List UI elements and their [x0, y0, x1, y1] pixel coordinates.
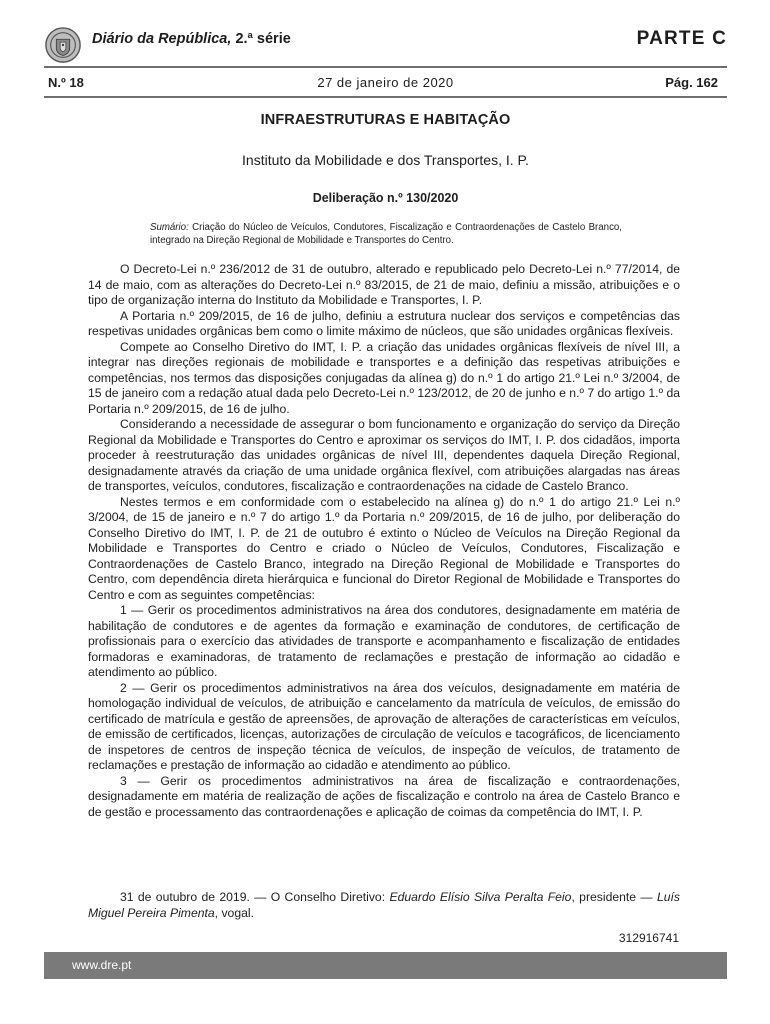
publication-name: Diário da República, — [92, 31, 232, 47]
part-label: PARTE C — [636, 28, 727, 49]
issue-divider — [44, 96, 727, 98]
issue-info — [44, 75, 727, 93]
issue-number: N.º 18 — [48, 75, 84, 90]
ministry-heading: INFRAESTRUTURAS E HABITAÇÃO — [260, 112, 511, 128]
body-paragraph: Nestes termos e em conformidade com o estabelecido na alínea g) do n.º 1 do artigo 21.º Lei n.º 3/2004, de 15 de janeiro e n.º 7 do artigo 1.º da Portaria n.º 209/2015, de 16 de julho, por deliberação do Conselho Diretivo do IMT, I. P. de 21 de outubro é extinto o Núcleo de Veículos na Direção Regional da Mobilidade e Transportes do Centro e criado o Núcleo de Veículos, Condutores, Fiscalização e Contraordenações de Castelo Branco, integrado na Direção Regional de Mobilidade e Transportes do Centro, com dependência direta hierárquica e funcional do Diretor Regional de Mobilidade e Transportes do Centro e com as seguintes competências: — [88, 494, 680, 602]
summary-label: Sumário: — [150, 222, 189, 233]
summary — [150, 221, 622, 247]
deliberation-title: Deliberação n.º 130/2020 — [312, 191, 459, 205]
body-paragraph: A Portaria n.º 209/2015, de 16 de julho, definiu a estrutura nuclear dos serviços e competências das respetivas unidades orgânicas bem como o limite máximo de núcleos, que são unidades orgânicas flexíveis. — [88, 308, 680, 338]
signature-line — [88, 890, 680, 921]
document-body — [88, 262, 680, 820]
signer-president-role: , presidente — — [571, 890, 653, 904]
page-footer — [44, 952, 727, 979]
signature-block — [88, 890, 680, 921]
publication-series: 2.ª série — [235, 31, 291, 47]
page-number: Pág. 162 — [665, 75, 718, 90]
header-divider — [44, 66, 727, 68]
competence-item: 3 — Gerir os procedimentos administrativos na área de fiscalização e contraordenações, designadamente em matéria de realização de ações de fiscalização e controlo na área de Castelo Branco e de gestão e processamento das contraordenações e aplicação de coimas da competência do IMT, I. P. — [88, 773, 680, 819]
body-paragraph: Compete ao Conselho Diretivo do IMT, I. P. a criação das unidades orgânicas flexíveis de nível III, a integrar nas direções regionais de mobilidade e transportes e a definição das respetivas atribuições e competências, nos termos das disposições conjugadas da alínea g) do n.º 1 do artigo 21.º Lei n.º 3/2004, de 15 de janeiro com a redação atual dada pelo Decreto-Lei n.º 123/2012, de 20 de junho e n.º 7 do artigo 1.º da Portaria n.º 209/2015, de 16 de julho. — [88, 339, 680, 416]
signature-date: 31 de outubro de 2019. — O Conselho Diretivo: — [120, 890, 386, 904]
page-header — [44, 24, 727, 64]
body-paragraph: O Decreto-Lei n.º 236/2012 de 31 de outubro, alterado e republicado pelo Decreto-Lei n.º 77/2014, de 14 de maio, com as alterações do Decreto-Lei n.º 83/2015, de 21 de maio, definiu a missão, atribuições e o tipo de organização interna do Instituto da Mobilidade e Transportes, I. P. — [88, 262, 680, 307]
summary-text: Criação do Núcleo de Veículos, Condutores, Fiscalização e Contraordenações de Castelo Branco, integrado na Direção Regional de Mobilidade e Transportes do Centro. — [150, 222, 622, 246]
document-code: 312916741 — [618, 931, 679, 945]
issue-date: 27 de janeiro de 2020 — [317, 75, 454, 90]
body-paragraph: Considerando a necessidade de assegurar o bom funcionamento e organização do serviço da Direção Regional da Mobilidade e Transportes do Centro e aproximar os serviços do IMT, I. P. dos cidadãos, importa proceder à reestruturação das unidades orgânicas de nível III, dependentes daquela Direção Regional, designadamente através da criação de uma unidade orgânica flexível, com atribuições alargadas nas áreas de transportes, veículos, condutores, fiscalização e contraordenações na cidade de Castelo Branco. — [88, 417, 680, 493]
signer-president: Eduardo Elísio Silva Peralta Feio — [389, 890, 572, 904]
signer-member-role: , vogal. — [214, 905, 254, 920]
institute-name: Instituto da Mobilidade e dos Transportes, I. P. — [242, 152, 529, 168]
coat-of-arms-icon — [44, 26, 82, 64]
competence-item: 1 — Gerir os procedimentos administrativos na área dos condutores, designadamente em matéria de habilitação de condutores e de agentes da formação e examinação de condutores, de certificação de profissionais para o exercício das atividades de transporte e acompanhamento e fiscalização de entidades formadoras e examinadoras, de tratamento de reclamações e prestação de informação ao cidadão e atendimento ao público. — [88, 603, 680, 679]
publication-title — [92, 31, 291, 47]
footer-url-link[interactable]: www.dre.pt — [72, 958, 132, 972]
competence-item: 2 — Gerir os procedimentos administrativos na área dos veículos, designadamente em matéria de homologação individual de veículos, de atribuição e cancelamento da matrícula de veículos, de emissão do certificado de matrícula e gestão de apreensões, de aprovação de alterações de características em veículos, de emissão de certificados, licenças, autorizações de circulação de veículos e tacográficos, de licenciamento de inspetores de centros de inspeção técnica de veículos, de inspeção de veículos, de tratamento de reclamações e prestação de informação ao cidadão e atendimento ao público. — [88, 680, 680, 772]
signer-member: Luís Miguel Pereira Pimenta — [88, 890, 680, 920]
